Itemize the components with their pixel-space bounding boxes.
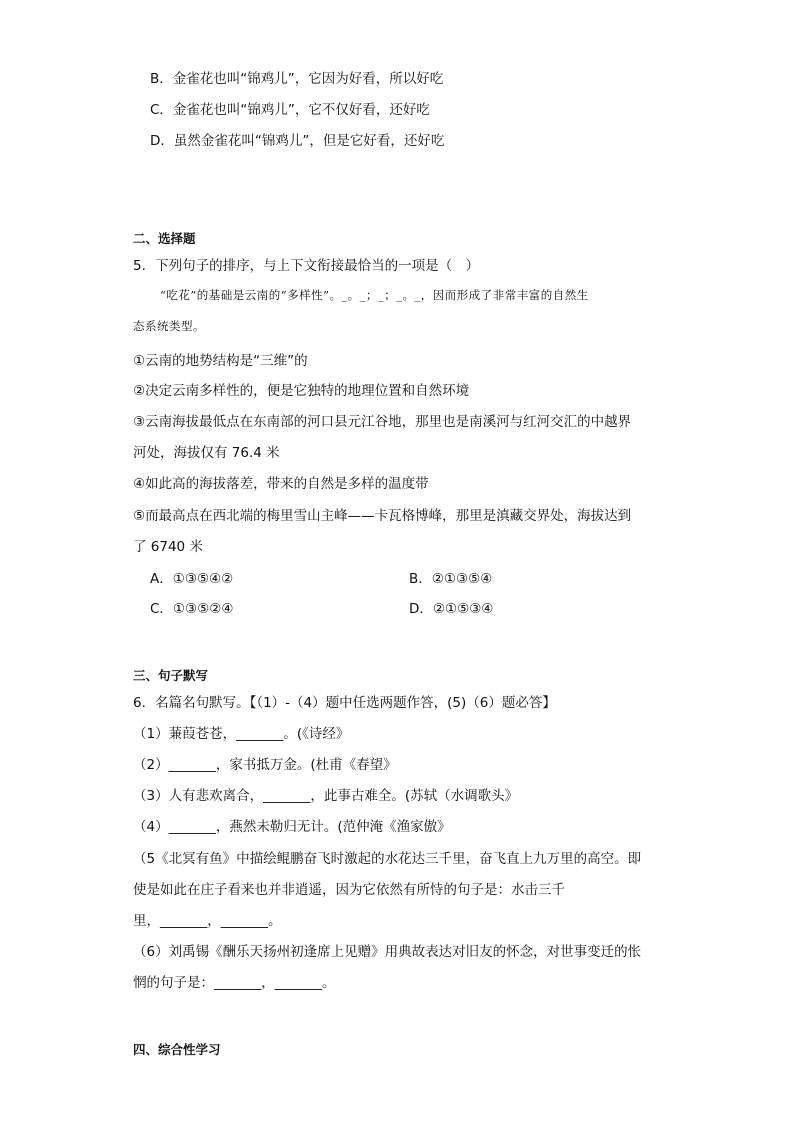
- q5-item-1: ①云南的地势结构是“三维”的: [133, 353, 308, 369]
- q5-item-2: ②决定云南多样性的，便是它独特的地理位置和自然环境: [133, 383, 470, 399]
- q6-line-5: （5《北冥有鱼》中描绘鲲鹏奋飞时激起的水花达三千里，奋飞直上九万里的高空。即: [133, 851, 642, 867]
- q5-item-4: ④如此高的海拔落差，带来的自然是多样的温度带: [133, 476, 429, 492]
- q6-stem: 6．名篇名句默写。【（1）-（4）题中任选两题作答，(5)（6）题必答】: [133, 695, 556, 711]
- q6-line-4: （4）_______，燕然未勒归无计。(范仲淹《渔家傲》: [133, 819, 451, 835]
- q6-line-6-cont: 惘的句子是：_______，_______。: [133, 975, 336, 991]
- q4-option-c: C．金雀花也叫“锦鸡儿”，它不仅好看，还好吃: [150, 102, 430, 118]
- q5-item-5: ⑤而最高点在西北端的梅里雪山主峰——卡瓦格博峰，那里是滇藏交界处，海拔达到: [133, 508, 632, 524]
- q5-item-5-cont: 了 6740 米: [133, 539, 203, 555]
- q6-line-5-cont: 使是如此在庄子看来也并非逍遥，因为它依然有所恃的句子是：水击三千: [133, 882, 565, 898]
- q6-line-3: （3）人有悲欢离合，_______，此事古难全。(苏轼（水调歌头》: [133, 788, 519, 804]
- q4-option-b: B．金雀花也叫“锦鸡儿”，它因为好看，所以好吃: [150, 71, 444, 87]
- section-3-heading: 三、句子默写: [133, 668, 209, 683]
- q6-line-2: （2）_______，家书抵万金。(杜甫《春望》: [133, 757, 397, 773]
- q6-line-6: （6）刘禹锡《酬乐天扬州初逢席上见赠》用典故表达对旧友的怀念，对世事变迁的怅: [133, 944, 642, 960]
- q5-passage-line-1: “吃花”的基础是云南的“多样性”。_。_；_；_。_，因而形成了非常丰富的自然生: [160, 288, 589, 302]
- section-2-heading: 二、选择题: [133, 231, 196, 246]
- q5-option-b: B．②①③⑤④: [409, 571, 493, 587]
- q5-passage-line-2: 态系统类型。: [133, 319, 205, 333]
- q6-line-5-cont2: 里，_______，_______。: [133, 913, 282, 929]
- q5-item-3: ③云南海拔最低点在东南部的河口县元江谷地，那里也是南溪河与红河交汇的中越界: [133, 414, 632, 430]
- q5-item-3-cont: 河处，海拔仅有 76.4 米: [133, 445, 280, 461]
- q5-option-a: A．①③⑤④②: [150, 571, 234, 587]
- q4-option-d: D．虽然金雀花叫“锦鸡儿”，但是它好看，还好吃: [150, 133, 445, 149]
- q5-option-c: C．①③⑤②④: [150, 601, 234, 617]
- q5-option-d: D．②①⑤③④: [409, 601, 494, 617]
- section-4-heading: 四、综合性学习: [133, 1042, 221, 1057]
- q5-stem: 5．下列句子的排序，与上下文衔接最恰当的一项是（ ）: [133, 258, 480, 274]
- q6-line-1: （1）蒹葭苍苍，_______。(《诗经》: [133, 726, 350, 742]
